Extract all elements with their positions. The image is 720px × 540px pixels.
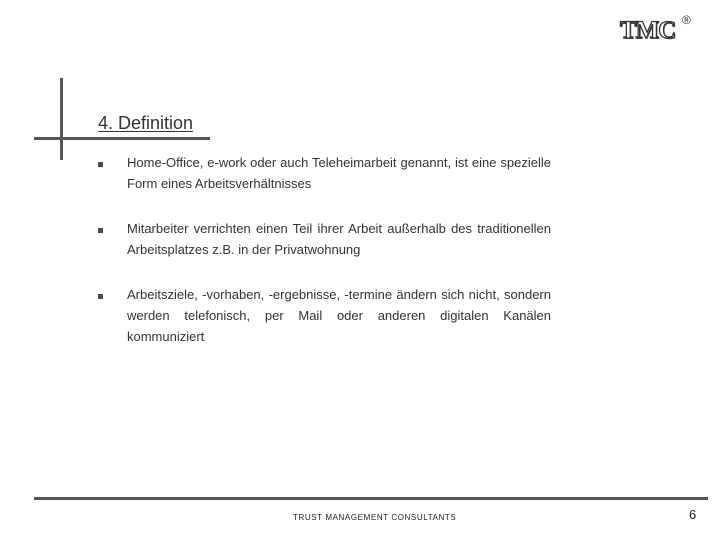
slide-title: 4. Definition: [98, 113, 194, 133]
registered-mark: ®: [682, 13, 691, 27]
decorative-horizontal-line: [34, 137, 210, 140]
footer-divider: [34, 497, 708, 500]
bullet-text: Mitarbeiter verrichten einen Teil ihrer Arbeit außerhalb des traditionellen Arbeitsplatzes z.B. in der Privatwohnung: [127, 221, 551, 257]
page-number: 6: [689, 507, 697, 522]
footer-company: TRUST MANAGEMENT CONSULTANTS: [293, 513, 457, 522]
bullet-list: [90, 152, 551, 371]
bullet-text: Home-Office, e-work oder auch Teleheimarbeit genannt, ist eine spezielle Form eines Arbeitsverhältnisses: [127, 155, 551, 191]
bullet-text: Arbeitsziele, -vorhaben, -ergebnisse, -termine ändern sich nicht, sondern werden telefonisch, per Mail oder anderen digitalen Kanälen kommuniziert: [127, 287, 551, 344]
bullet-item: [90, 152, 551, 194]
decorative-vertical-line: [60, 78, 63, 160]
bullet-item: [90, 218, 551, 260]
tmc-logo: TMC: [620, 17, 676, 44]
bullet-item: [90, 284, 551, 347]
bullet-square-icon: [98, 228, 103, 233]
bullet-square-icon: [98, 294, 103, 299]
bullet-square-icon: [98, 162, 103, 167]
